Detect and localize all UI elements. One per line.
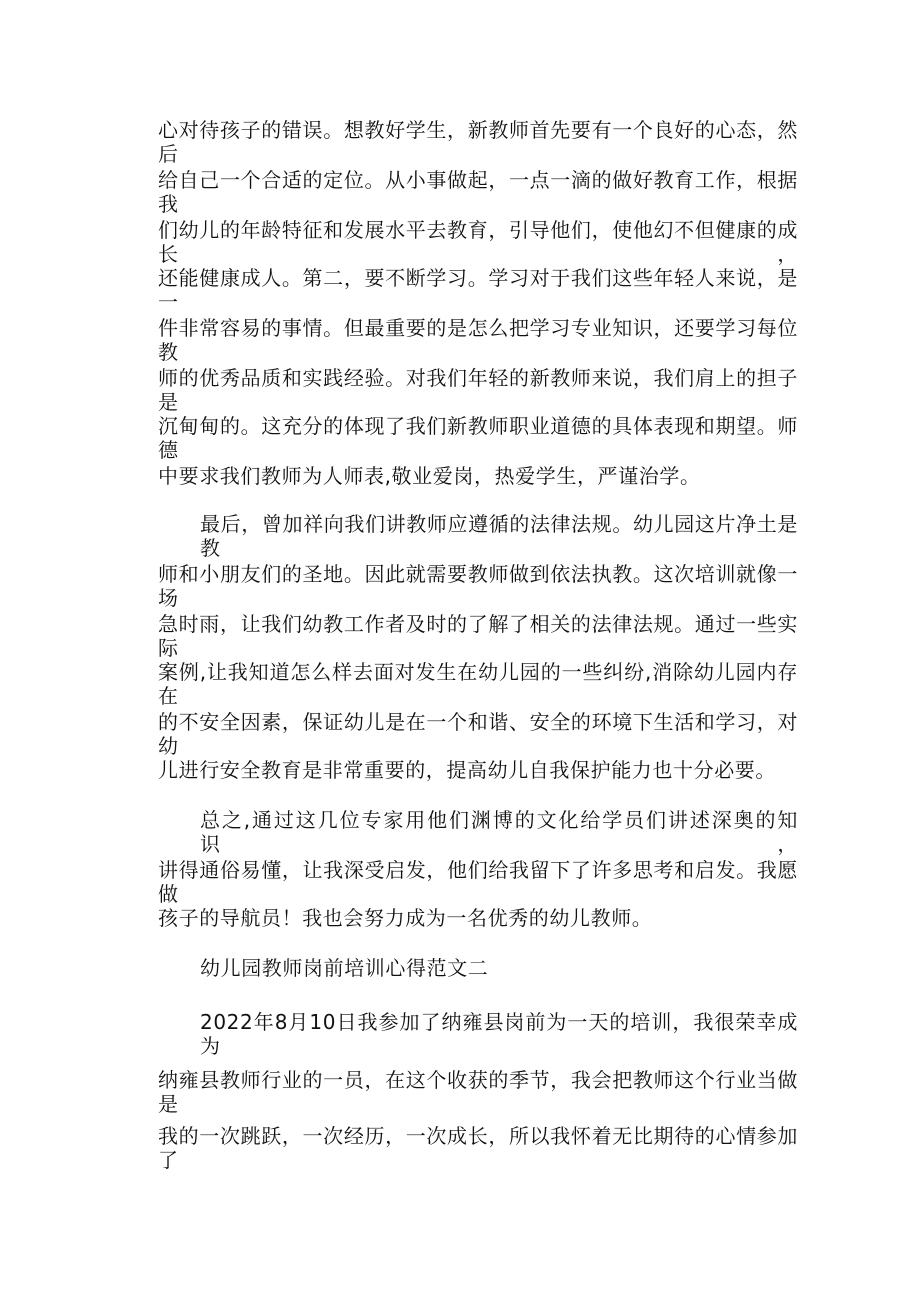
paragraph-first-line: 最后，曾加祥向我们讲教师应遵循的法律法规。幼儿园这片净土是教 — [200, 512, 798, 560]
text-line: 沉甸甸的。这充分的体现了我们新教师职业道德的具体表现和期望。师德 — [158, 414, 798, 462]
text-line: 纳雍县教师行业的一员，在这个收获的季节，我会把教师这个行业当做是 — [158, 1068, 798, 1116]
text-line: 给自己一个合适的定位。从小事做起，一点一滴的做好教育工作，根据我 — [158, 168, 798, 216]
paragraph-first-line: 2022年8月10日我参加了纳雍县岗前为一天的培训，我很荣幸成为 — [200, 1010, 798, 1058]
text-line: 急时雨，让我们幼教工作者及时的了解了相关的法律法规。通过一些实际 — [158, 612, 798, 660]
text-line: 心对待孩子的错误。想教好学生，新教师首先要有一个良好的心态，然后 — [158, 118, 798, 166]
text-line: 师和小朋友们的圣地。因此就需要教师做到依法执教。这次培训就像一场 — [158, 562, 798, 610]
text-line: 我的一次跳跃，一次经历，一次成长，所以我怀着无比期待的心情参加了 — [158, 1124, 798, 1172]
text-line: 儿进行安全教育是非常重要的，提高幼儿自我保护能力也十分必要。 — [158, 758, 776, 782]
text-line: 师的优秀品质和实践经验。对我们年轻的新教师来说，我们肩上的担子是 — [158, 366, 798, 414]
text-line: 案例,让我知道怎么样去面对发生在幼儿园的一些纠纷,消除幼儿园内存在 — [158, 660, 798, 708]
text-line: 中要求我们教师为人师表,敬业爱岗，热爱学生，严谨治学。 — [158, 464, 701, 488]
text-line: 们幼儿的年龄特征和发展水平去教育，引导他们，使他幻不但健康的成长， — [158, 218, 798, 266]
paragraph-first-line: 总之,通过这几位专家用他们渊博的文化给学员们讲述深奥的知识， — [200, 808, 798, 856]
text-line: 的不安全因素，保证幼儿是在一个和谐、安全的环境下生活和学习，对幼 — [158, 710, 798, 758]
text-line: 孩子的导航员！我也会努力成为一名优秀的幼儿教师。 — [158, 906, 653, 930]
text-line: 还能健康成人。第二，要不断学习。学习对于我们这些年轻人来说，是一 — [158, 266, 798, 314]
text-line: 件非常容易的事情。但最重要的是怎么把学习专业知识，还要学习每位教 — [158, 316, 798, 364]
text-line: 讲得通俗易懂，让我深受启发，他们给我留下了许多思考和启发。我愿做 — [158, 858, 798, 906]
section-heading: 幼儿园教师岗前培训心得范文二 — [200, 956, 489, 980]
